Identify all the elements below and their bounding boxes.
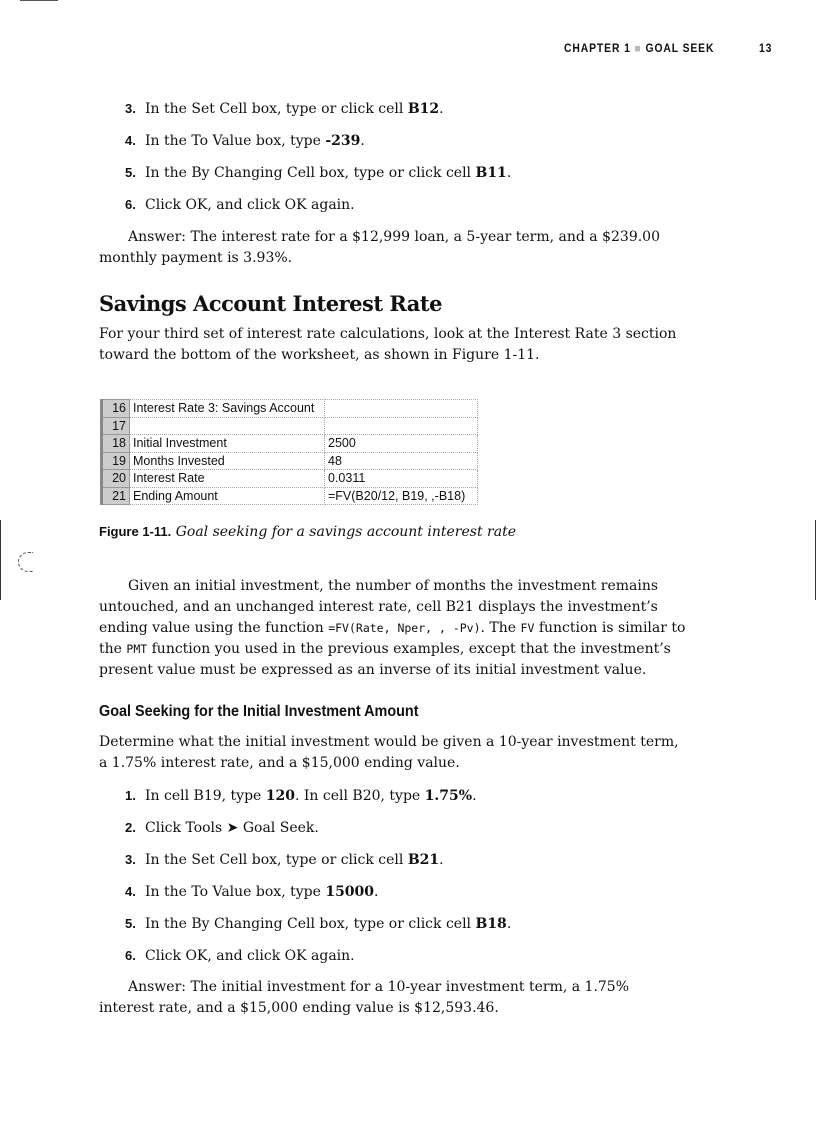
text: function is similar to the	[99, 620, 686, 657]
item-bold: B21	[407, 852, 440, 868]
list-item	[125, 913, 511, 935]
code: PMT	[126, 642, 148, 656]
item-bold: B11	[475, 165, 507, 181]
intro-line: Determine what the initial investment would be given a 10-year investment term,	[99, 734, 679, 750]
body-paragraph	[99, 576, 704, 681]
item-end: .	[506, 916, 512, 932]
item-bold: 1.75%	[424, 788, 473, 804]
answer-paragraph: Answer: The interest rate for a $12,999 loan, a 5-year term, and a $239.00 monthly payment is 3.93%.	[99, 229, 660, 266]
running-header	[564, 43, 714, 55]
row-header: 20	[102, 470, 130, 488]
section-heading: Savings Account Interest Rate	[99, 291, 442, 316]
item-text: In the By Changing Cell box, type or click cell	[145, 165, 476, 181]
item-text: Click Tools ➤ Goal Seek.	[145, 820, 319, 836]
cell-b: 48	[325, 452, 478, 470]
answer-paragraph: Answer: The initial investment for a 10-year investment term, a 1.75% interest rate, and a $15,000 ending value is $12,593.46.	[99, 979, 630, 1016]
code: =FV(Rate, Nper, , -Pv)	[328, 621, 481, 635]
cell-a: Initial Investment	[130, 435, 325, 453]
cell-b: 2500	[325, 435, 478, 453]
item-end: .	[472, 788, 477, 804]
item-number: 2.	[125, 820, 136, 835]
item-text: In the Set Cell box, type or click cell	[145, 101, 408, 117]
row-header: 21	[102, 487, 130, 505]
figure-caption-text: Goal seeking for a savings account interest rate	[175, 524, 516, 540]
list-item	[125, 162, 511, 184]
item-end: .	[439, 852, 444, 868]
code: FV	[520, 621, 535, 635]
table-row	[102, 487, 478, 505]
list-item	[125, 785, 477, 807]
cell-b	[325, 417, 478, 435]
item-text: In cell B19, type	[145, 788, 266, 804]
registration-mark	[18, 552, 33, 572]
cell-b	[325, 400, 478, 418]
cell-a: Interest Rate	[130, 470, 325, 488]
chapter-label: CHAPTER 1	[564, 43, 631, 55]
figure-label: Figure 1-11.	[99, 524, 172, 539]
item-end: .	[506, 165, 512, 181]
item-number: 5.	[125, 916, 136, 931]
item-text: In the To Value box, type	[145, 884, 326, 900]
list-item	[125, 194, 355, 216]
item-text: In the To Value box, type	[145, 133, 326, 149]
crop-mark	[20, 0, 58, 1]
row-header: 18	[102, 435, 130, 453]
item-number: 3.	[125, 852, 136, 867]
text: Given an initial investment, the number of months the investment remains untouched, and an unchanged interest rate, cell B21 displays the investment’s ending value using the function	[99, 578, 659, 636]
cell-a	[130, 417, 325, 435]
cell-a: Months Invested	[130, 452, 325, 470]
item-number: 3.	[125, 101, 136, 116]
item-bold: B12	[407, 101, 440, 117]
cell-a: Interest Rate 3: Savings Account	[130, 400, 325, 418]
intro-line: a 1.75% interest rate, and a $15,000 ending value.	[99, 755, 460, 771]
item-text: . In cell B20, type	[295, 788, 425, 804]
list-item	[125, 98, 444, 120]
separator-icon: ■	[634, 43, 642, 55]
row-header: 17	[102, 417, 130, 435]
row-header: 19	[102, 452, 130, 470]
text: function you used in the previous examples, except that the investment’s present value must be expressed as an inverse of its initial investment value.	[99, 641, 671, 678]
list-item	[125, 849, 444, 871]
table-row	[102, 435, 478, 453]
item-bold: B18	[475, 916, 507, 932]
list-item	[125, 130, 365, 152]
item-bold: -239	[325, 133, 361, 149]
item-text: Click OK, and click OK again.	[145, 948, 355, 964]
item-text: In the By Changing Cell box, type or click cell	[145, 916, 476, 932]
item-number: 6.	[125, 197, 136, 212]
item-end: .	[360, 133, 365, 149]
item-number: 4.	[125, 133, 136, 148]
item-number: 6.	[125, 948, 136, 963]
table-row	[102, 417, 478, 435]
spreadsheet-figure	[100, 399, 478, 505]
list-item	[125, 881, 379, 903]
item-number: 1.	[125, 788, 136, 803]
page-number: 13	[759, 43, 773, 55]
table-row	[102, 452, 478, 470]
crop-mark	[0, 520, 1, 600]
cell-a: Ending Amount	[130, 487, 325, 505]
row-header: 16	[102, 400, 130, 418]
figure-caption	[99, 524, 516, 540]
item-number: 4.	[125, 884, 136, 899]
item-bold: 120	[265, 788, 295, 804]
item-end: .	[374, 884, 379, 900]
item-text: In the Set Cell box, type or click cell	[145, 852, 408, 868]
cell-b: 0.0311	[325, 470, 478, 488]
item-number: 5.	[125, 165, 136, 180]
item-text: Click OK, and click OK again.	[145, 197, 355, 213]
section-label: GOAL SEEK	[645, 43, 715, 55]
list-item	[125, 945, 355, 967]
item-bold: 15000	[325, 884, 375, 900]
text: . The	[480, 620, 521, 636]
subsection-heading: Goal Seeking for the Initial Investment Amount	[99, 703, 419, 720]
intro-paragraph: For your third set of interest rate calculations, look at the Interest Rate 3 section toward the bottom of the worksheet, as shown in Figure 1-11.	[99, 326, 677, 363]
cell-b: =FV(B20/12, B19, ,-B18)	[325, 487, 478, 505]
table-row	[102, 470, 478, 488]
table-row	[102, 400, 478, 418]
list-item	[125, 817, 319, 839]
item-end: .	[439, 101, 444, 117]
